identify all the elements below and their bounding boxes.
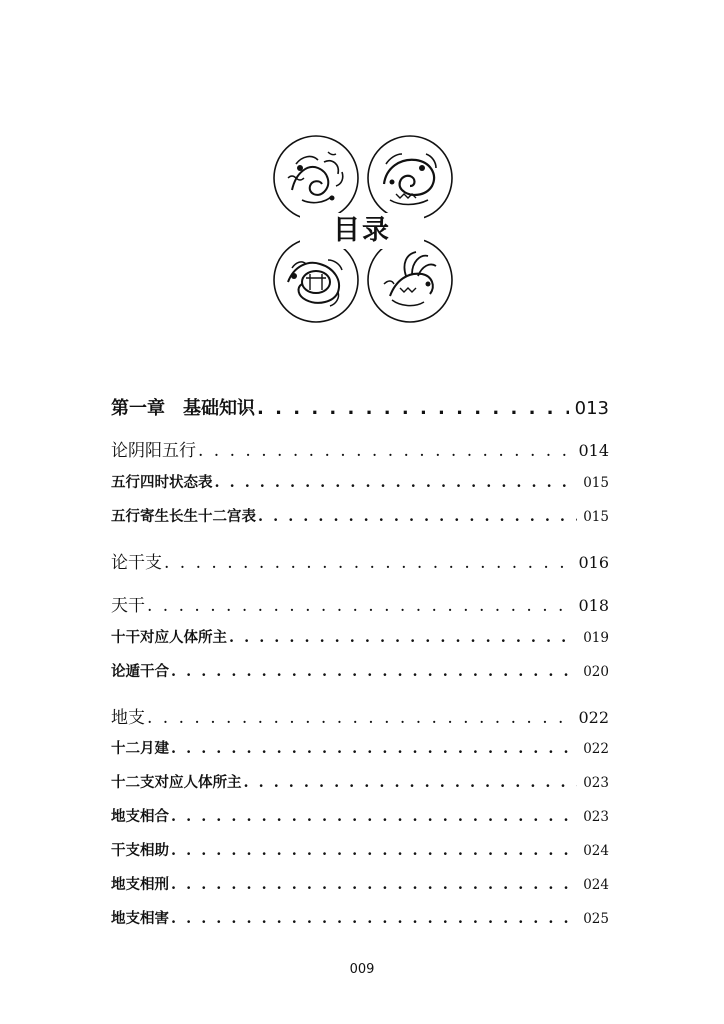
toc-entry-page: 013 <box>574 398 609 419</box>
toc-entry-page: 022 <box>583 741 609 757</box>
toc-entry-page: 016 <box>578 553 609 572</box>
toc-entry-label: 天干 <box>111 596 145 616</box>
toc-entry-page: 015 <box>583 475 609 491</box>
toc-entry-label: 第一章 基础知识 <box>111 398 255 419</box>
toc-entry[interactable] <box>111 505 609 526</box>
leader-dots <box>171 663 577 680</box>
leader-dots <box>171 842 577 859</box>
leader-dots <box>171 876 577 893</box>
toc-entry-page: 022 <box>578 708 609 727</box>
toc-entry-label: 地支相合 <box>111 808 169 825</box>
toc-entry-label: 五行四时状态表 <box>111 474 213 491</box>
toc-entry-label: 地支相刑 <box>111 876 169 893</box>
toc-entry[interactable] <box>111 805 609 826</box>
toc-entry[interactable] <box>111 873 609 894</box>
leader-dots <box>257 398 569 419</box>
leader-dots <box>229 629 577 646</box>
toc-entry[interactable] <box>111 703 609 728</box>
leader-dots <box>198 441 572 461</box>
page-number: 009 <box>349 962 375 977</box>
toc-entry[interactable] <box>111 839 609 860</box>
toc-entry[interactable] <box>111 471 609 492</box>
toc-entry[interactable] <box>111 737 609 758</box>
toc-entry[interactable] <box>111 660 609 681</box>
toc-entry-label: 十二支对应人体所主 <box>111 774 242 791</box>
leader-dots <box>164 553 572 573</box>
toc-entry-page: 020 <box>583 664 609 680</box>
toc-entry-label: 论阴阳五行 <box>111 441 196 461</box>
leader-dots <box>171 808 577 825</box>
toc-entry-label: 十二月建 <box>111 740 169 757</box>
toc-entry-page: 023 <box>583 775 609 791</box>
toc-entry-label: 论遁干合 <box>111 663 169 680</box>
toc-entry-page: 018 <box>578 596 609 615</box>
toc-entry-page: 014 <box>578 441 609 460</box>
leader-dots <box>147 708 572 728</box>
toc-entry-chapter-1[interactable] <box>111 394 609 420</box>
toc-entry-page: 019 <box>583 630 609 646</box>
toc-entry[interactable] <box>111 907 609 928</box>
toc-entry-label: 十干对应人体所主 <box>111 629 227 646</box>
leader-dots <box>171 740 577 757</box>
toc-entry-label: 五行寄生长生十二宫表 <box>111 508 256 525</box>
toc-entry-page: 025 <box>583 911 609 927</box>
toc-entry-label: 干支相助 <box>111 842 169 859</box>
toc-entry[interactable] <box>111 626 609 647</box>
toc-entry-label: 论干支 <box>111 553 162 573</box>
toc-entry[interactable] <box>111 548 609 573</box>
toc-entry-page: 024 <box>583 843 609 859</box>
toc-entry-label: 地支 <box>111 708 145 728</box>
leader-dots <box>258 508 577 525</box>
leader-dots <box>215 474 578 491</box>
leader-dots <box>171 910 577 927</box>
toc-entry[interactable] <box>111 436 609 461</box>
page-title: 目录 <box>300 213 424 249</box>
leader-dots <box>147 596 572 616</box>
leader-dots <box>244 774 578 791</box>
toc-entry-page: 024 <box>583 877 609 893</box>
toc-entry-label: 地支相害 <box>111 910 169 927</box>
toc-entry-page: 023 <box>583 809 609 825</box>
toc-entry-page: 015 <box>583 509 609 525</box>
toc-entry[interactable] <box>111 771 609 792</box>
toc-entry[interactable] <box>111 591 609 616</box>
